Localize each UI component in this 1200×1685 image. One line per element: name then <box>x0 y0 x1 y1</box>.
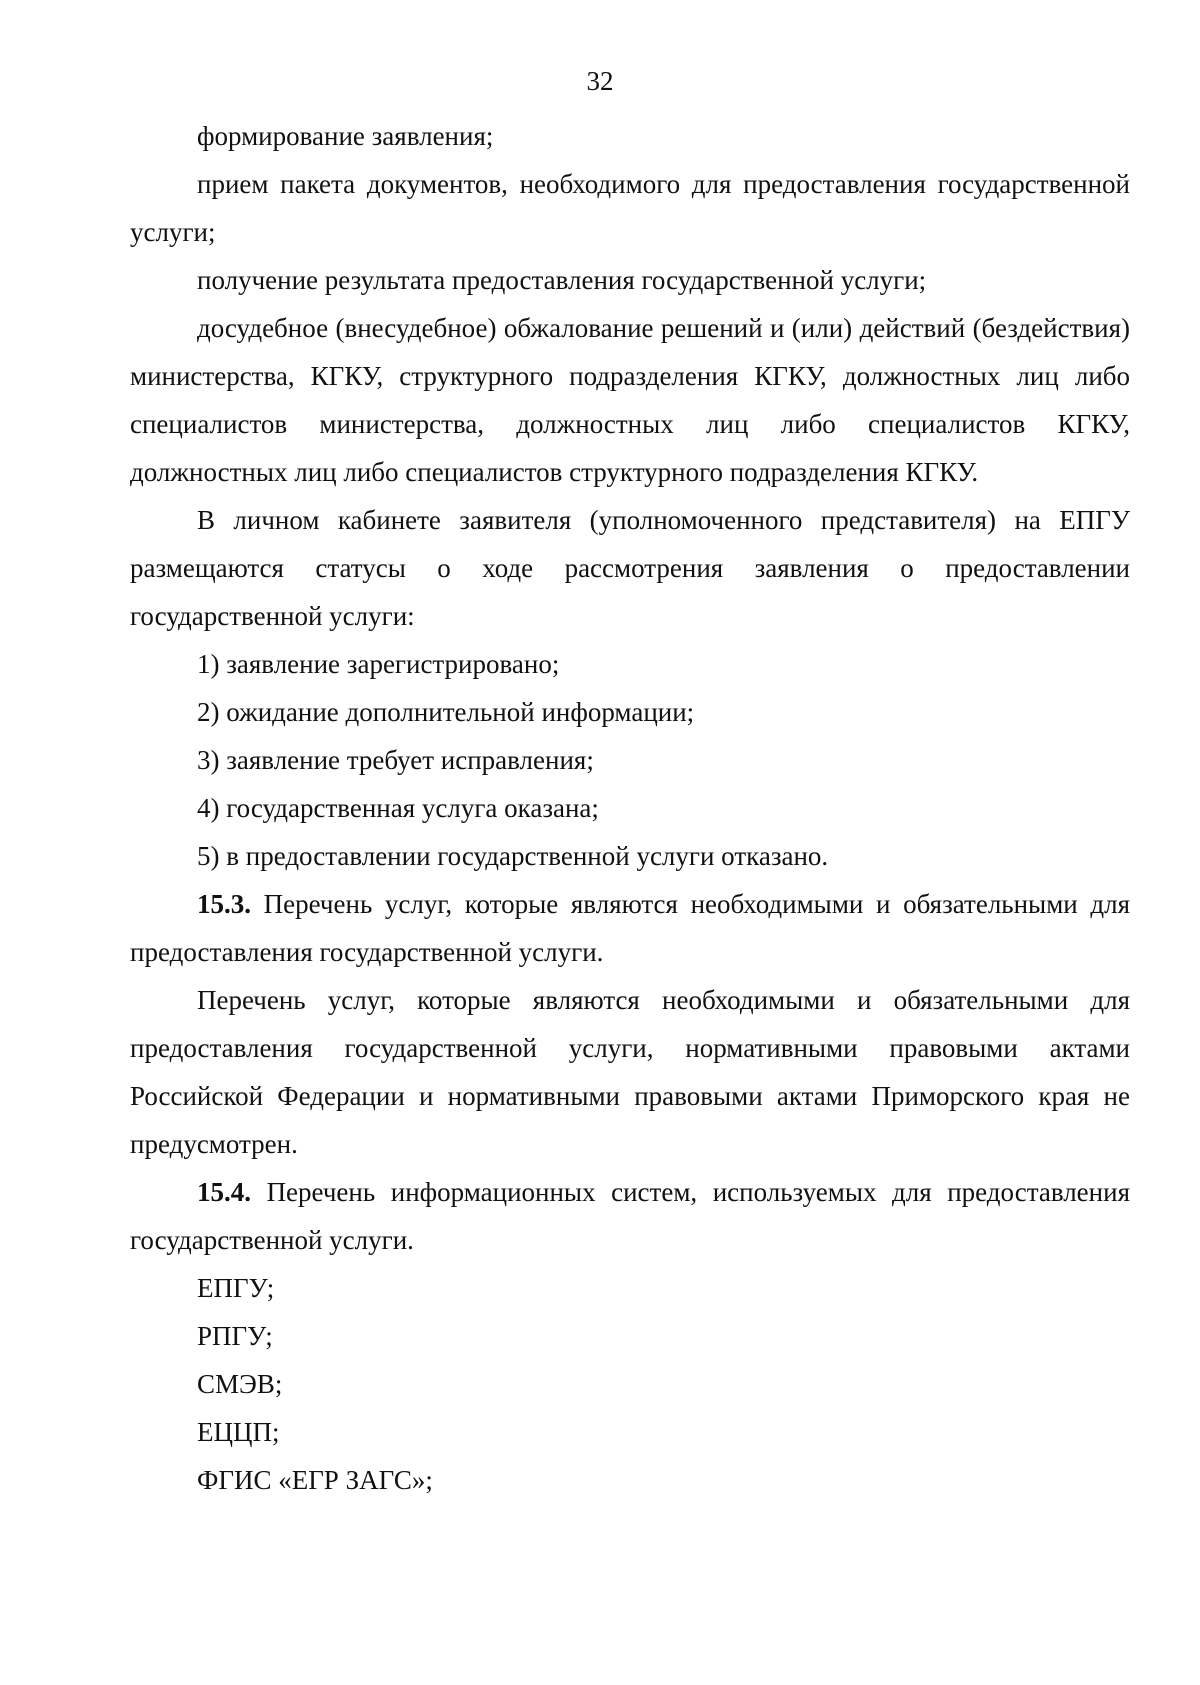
section-title: Перечень услуг, которые являются необходимыми и обязательными для предоставления государственной услуги. <box>130 889 1130 967</box>
section-heading-15-3 <box>130 880 1130 976</box>
system-item: ЕЦЦП; <box>197 1417 280 1447</box>
paragraph: формирование заявления; <box>197 121 494 151</box>
status-item: 1) заявление зарегистрировано; <box>197 649 560 679</box>
section-number: 15.4. <box>197 1177 251 1207</box>
status-item: 5) в предоставлении государственной услуги отказано. <box>197 841 829 871</box>
paragraph: досудебное (внесудебное) обжалование решений и (или) действий (бездействия) министерства, КГКУ, структурного подразделения КГКУ, должностных лиц либо специалистов министерства, должностных лиц либо специалистов КГКУ, должностных лиц либо специалистов структурного подразделения КГКУ. <box>130 313 1130 487</box>
status-item: 4) государственная услуга оказана; <box>197 793 599 823</box>
system-item: ФГИС «ЕГР ЗАГС»; <box>197 1465 433 1495</box>
status-item: 2) ожидание дополнительной информации; <box>197 697 695 727</box>
system-item: РПГУ; <box>197 1321 273 1351</box>
paragraph: Перечень услуг, которые являются необходимыми и обязательными для предоставления государственной услуги, нормативными правовыми актами Российской Федерации и нормативными правовыми актами Приморского края не предусмотрен. <box>130 985 1130 1159</box>
section-heading-15-4 <box>130 1168 1130 1264</box>
section-title: Перечень информационных систем, используемых для предоставления государственной услуги. <box>130 1177 1130 1255</box>
paragraph: В личном кабинете заявителя (уполномоченного представителя) на ЕПГУ размещаются статусы о ходе рассмотрения заявления о предоставлении государственной услуги: <box>130 505 1130 631</box>
system-item: ЕПГУ; <box>197 1273 275 1303</box>
paragraph: прием пакета документов, необходимого для предоставления государственной услуги; <box>130 169 1130 247</box>
status-item: 3) заявление требует исправления; <box>197 745 594 775</box>
paragraph: получение результата предоставления государственной услуги; <box>197 265 927 295</box>
section-number: 15.3. <box>197 889 251 919</box>
page-number: 32 <box>586 66 614 96</box>
document-body <box>130 112 1130 1504</box>
system-item: СМЭВ; <box>197 1369 283 1399</box>
